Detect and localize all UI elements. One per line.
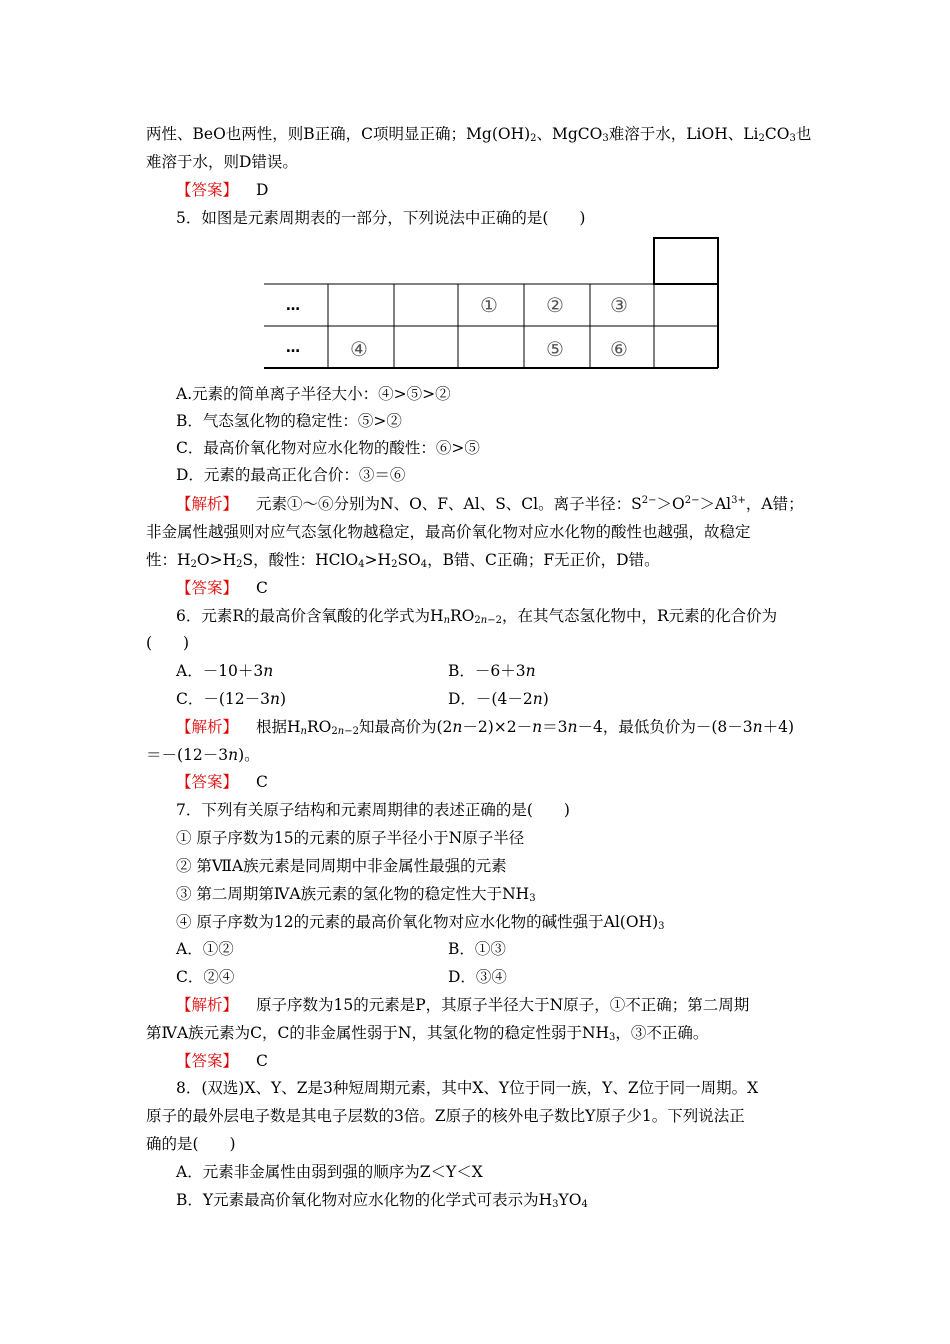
option-a: A．元素非金属性由弱到强的顺序为Z＜Y＜X bbox=[176, 1163, 483, 1181]
statement-2: ② 第ⅦA族元素是同周期中非金属性最强的元素 bbox=[176, 857, 507, 875]
statement-3: ③ 第二周期第ⅣA族元素的氢化物的稳定性大于$NH_3$ bbox=[176, 885, 536, 904]
answer-tag: 【答案】 bbox=[176, 1052, 239, 1070]
analysis-tag: 【解析】 bbox=[176, 996, 239, 1014]
answer-tag: 【答案】 bbox=[176, 579, 239, 597]
option-b: B．①③ bbox=[448, 940, 506, 958]
option-a: A．－10＋3n bbox=[176, 662, 274, 680]
element-2: ② bbox=[546, 293, 564, 317]
text-line: 难溶于水，则D错误。 bbox=[146, 153, 298, 171]
element-5: ⑤ bbox=[546, 337, 564, 361]
question-stem: 6．元素R的最高价含氧酸的化学式为$H_nRO_{2n-2}$，在其气态氢化物中，R元素的化合价为 bbox=[176, 607, 778, 626]
analysis-line: 【解析】 元素①～⑥分别为N、O、F、Al、S、Cl。离子半径：$S^{2-}>O^{2-}>Al^{3+}$，A错； bbox=[176, 495, 804, 513]
question-stem: 8．(双选)X、Y、Z是3种短周期元素，其中X、Y位于同一族，Y、Z位于同一周期。X bbox=[176, 1079, 759, 1097]
analysis-line: 性：$H_2O>H_2S$，酸性：$HClO_4>H_2SO_4$，B错、C正确；F无正价，D错。 bbox=[146, 551, 660, 570]
option-a: A．①② bbox=[176, 940, 234, 958]
element-3: ③ bbox=[610, 293, 628, 317]
question-stem: 原子的最外层电子数是其电子层数的3倍。Z原子的核外电子数比Y原子少1。下列说法正 bbox=[146, 1107, 745, 1125]
statement-1: ① 原子序数为15的元素的原子半径小于N原子半径 bbox=[176, 829, 525, 847]
answer-line: 【答案】 C bbox=[176, 1052, 268, 1070]
analysis-tag: 【解析】 bbox=[176, 718, 239, 736]
question-stem: ( ) bbox=[146, 634, 190, 652]
option-b: B．Y元素最高价氧化物对应水化物的化学式可表示为$H_3YO_4$ bbox=[176, 1191, 588, 1210]
answer-tag: 【答案】 bbox=[176, 773, 239, 791]
option-c: C．最高价氧化物对应水化物的酸性：⑥>⑤ bbox=[176, 439, 480, 457]
question-stem: 5．如图是元素周期表的一部分，下列说法中正确的是( ) bbox=[176, 209, 586, 227]
analysis-line: 非金属性越强则对应气态氢化物越稳定，最高价氧化物对应水化物的酸性也越强，故稳定 bbox=[146, 523, 751, 541]
option-d: D．－(4－2n) bbox=[448, 690, 549, 708]
option-c: C．－(12－3n) bbox=[176, 690, 287, 708]
option-b: B．气态氢化物的稳定性：⑤>② bbox=[176, 412, 402, 430]
answer-line: 【答案】 C bbox=[176, 579, 268, 597]
element-6: ⑥ bbox=[610, 337, 628, 361]
element-4: ④ bbox=[350, 337, 368, 361]
row-dots: … bbox=[286, 298, 300, 314]
row-dots: … bbox=[286, 340, 300, 356]
option-b: B．－6＋3n bbox=[448, 662, 536, 680]
text-line: 两性、BeO也两性，则B正确，C项明显正确；$Mg(OH)_2$、MgCO$_3$难溶于水，LiOH、$Li_2CO_3$也 bbox=[146, 125, 812, 144]
answer-line: 【答案】 D bbox=[176, 181, 269, 199]
periodic-table-fragment bbox=[260, 234, 724, 374]
analysis-line: ＝－(12－3n)。 bbox=[146, 746, 260, 764]
answer-tag: 【答案】 bbox=[176, 181, 239, 199]
element-1: ① bbox=[480, 293, 498, 317]
option-d: D．③④ bbox=[448, 968, 507, 986]
analysis-line: 【解析】 原子序数为15的元素是P，其原子半径大于N原子，①不正确；第二周期 bbox=[176, 996, 750, 1014]
option-d: D．元素的最高正化合价：③＝⑥ bbox=[176, 466, 406, 484]
question-stem: 7．下列有关原子结构和元素周期律的表述正确的是( ) bbox=[176, 801, 570, 819]
question-stem: 确的是( ) bbox=[146, 1135, 236, 1153]
analysis-line: 第ⅣA族元素为C，C的非金属性弱于N，其氢化物的稳定性弱于$NH_3$，③不正确。 bbox=[146, 1024, 709, 1043]
statement-4: ④ 原子序数为12的元素的最高价氧化物对应水化物的碱性强于$Al(OH)_3$ bbox=[176, 913, 665, 932]
option-c: C．②④ bbox=[176, 968, 235, 986]
option-a: A.元素的简单离子半径大小：④>⑤>② bbox=[176, 385, 451, 403]
analysis-line: 【解析】 根据$H_nRO_{2n-2}$知最高价为(2n－2)×2－n＝3n－4，最低负价为－(8－3n＋4) bbox=[176, 718, 795, 737]
answer-line: 【答案】 C bbox=[176, 773, 268, 791]
analysis-tag: 【解析】 bbox=[176, 495, 239, 513]
